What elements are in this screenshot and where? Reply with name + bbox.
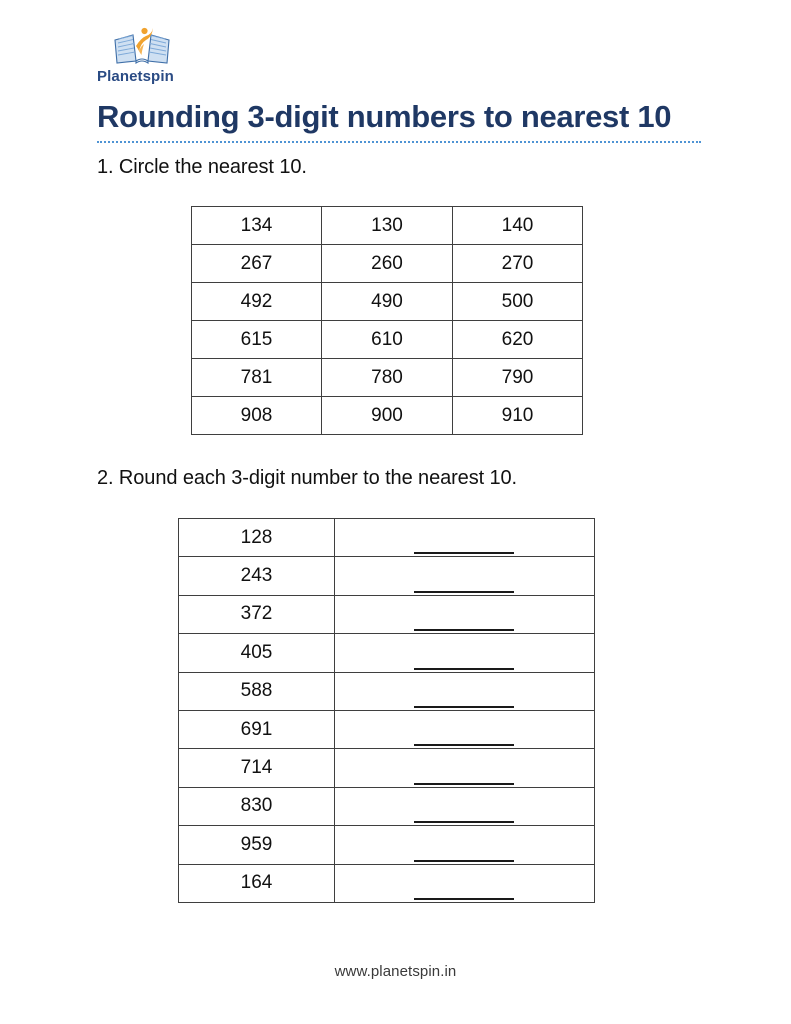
brand-name: Planetspin (97, 68, 174, 85)
choice-cell[interactable]: 500 (453, 283, 583, 321)
table-row (179, 672, 595, 710)
choice-cell[interactable]: 910 (453, 397, 583, 435)
footer-url: www.planetspin.in (334, 963, 457, 980)
brand-logo (97, 24, 277, 94)
answer-blank-line (414, 821, 514, 823)
given-number-cell[interactable]: 908 (192, 397, 322, 435)
table-row (179, 710, 595, 748)
choice-cell[interactable]: 780 (322, 359, 453, 397)
given-number-cell: 164 (179, 864, 335, 902)
answer-cell[interactable] (335, 557, 595, 595)
title-divider (97, 141, 701, 143)
table-row (192, 321, 583, 359)
table-row (179, 634, 595, 672)
given-number-cell: 691 (179, 710, 335, 748)
instruction-1: 1. Circle the nearest 10. (97, 156, 307, 178)
table-row (192, 283, 583, 321)
choice-cell[interactable]: 900 (322, 397, 453, 435)
given-number-cell: 959 (179, 826, 335, 864)
answer-blank-line (414, 552, 514, 554)
answer-blank-line (414, 783, 514, 785)
given-number-cell: 243 (179, 557, 335, 595)
answer-blank-line (414, 744, 514, 746)
given-number-cell: 372 (179, 595, 335, 633)
answer-blank-line (414, 898, 514, 900)
answer-cell[interactable] (335, 672, 595, 710)
answer-cell[interactable] (335, 787, 595, 825)
answer-cell[interactable] (335, 634, 595, 672)
choice-cell[interactable]: 260 (322, 245, 453, 283)
table-row (179, 864, 595, 902)
table-row (192, 207, 583, 245)
instruction-2: 2. Round each 3-digit number to the nearest 10. (97, 467, 518, 489)
given-number-cell[interactable]: 134 (192, 207, 322, 245)
answer-cell[interactable] (335, 864, 595, 902)
open-book-with-figure-icon (111, 24, 173, 66)
table-row (179, 519, 595, 557)
table-row (179, 749, 595, 787)
choice-cell[interactable]: 610 (322, 321, 453, 359)
given-number-cell[interactable]: 615 (192, 321, 322, 359)
table-row (179, 595, 595, 633)
answer-blank-line (414, 629, 514, 631)
table-row (192, 397, 583, 435)
given-number-cell: 405 (179, 634, 335, 672)
choice-cell[interactable]: 490 (322, 283, 453, 321)
given-number-cell: 714 (179, 749, 335, 787)
answer-cell[interactable] (335, 519, 595, 557)
given-number-cell: 588 (179, 672, 335, 710)
circle-nearest-ten-table (191, 206, 583, 435)
choice-cell[interactable]: 270 (453, 245, 583, 283)
answer-cell[interactable] (335, 826, 595, 864)
answer-cell[interactable] (335, 595, 595, 633)
answer-cell[interactable] (335, 749, 595, 787)
given-number-cell: 128 (179, 519, 335, 557)
table-row (179, 826, 595, 864)
answer-blank-line (414, 591, 514, 593)
table-row (179, 787, 595, 825)
given-number-cell[interactable]: 267 (192, 245, 322, 283)
given-number-cell: 830 (179, 787, 335, 825)
table-row (192, 359, 583, 397)
choice-cell[interactable]: 130 (322, 207, 453, 245)
round-to-nearest-ten-table (178, 518, 595, 903)
choice-cell[interactable]: 790 (453, 359, 583, 397)
choice-cell[interactable]: 140 (453, 207, 583, 245)
answer-blank-line (414, 706, 514, 708)
choice-cell[interactable]: 620 (453, 321, 583, 359)
given-number-cell[interactable]: 781 (192, 359, 322, 397)
answer-blank-line (414, 668, 514, 670)
page-title: Rounding 3-digit numbers to nearest 10 (97, 99, 672, 134)
given-number-cell[interactable]: 492 (192, 283, 322, 321)
answer-blank-line (414, 860, 514, 862)
answer-cell[interactable] (335, 710, 595, 748)
table-row (192, 245, 583, 283)
table-row (179, 557, 595, 595)
